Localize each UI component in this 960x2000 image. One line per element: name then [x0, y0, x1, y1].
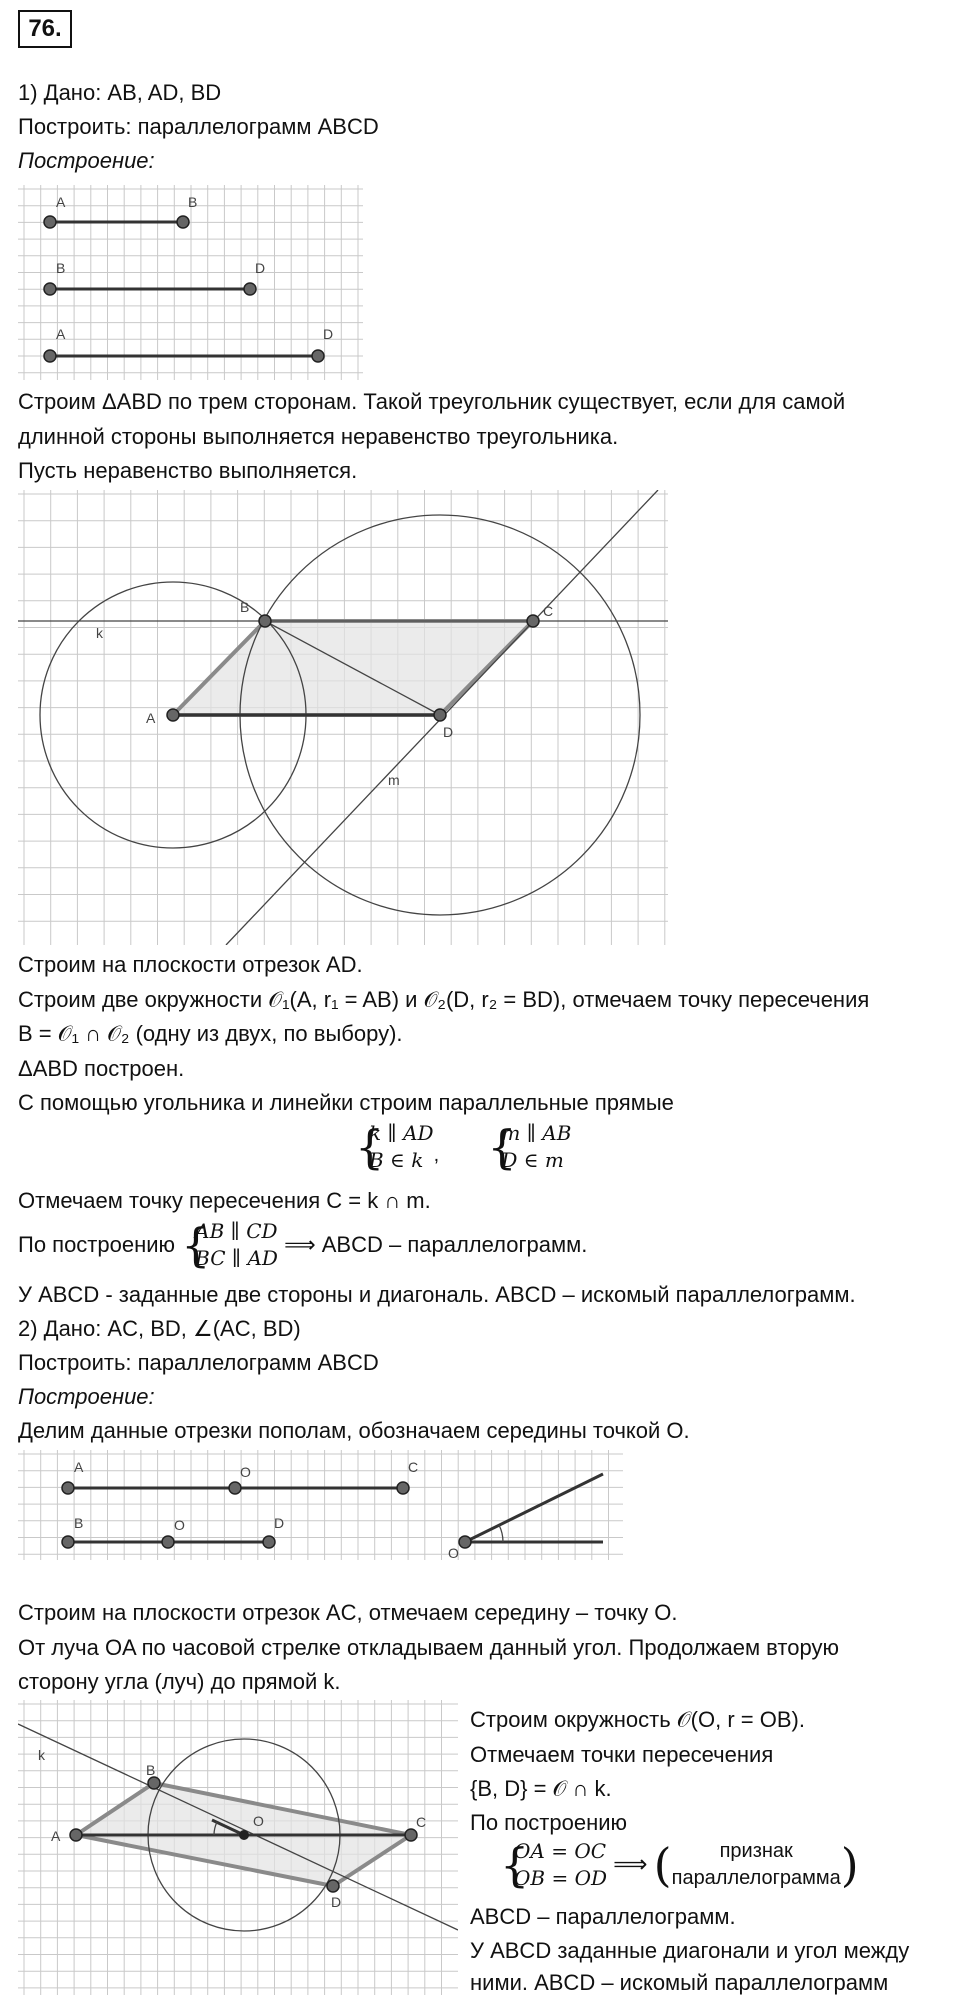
- system-m-row2: D ∈ m: [501, 1148, 564, 1172]
- brace-icon: {: [355, 1120, 385, 1174]
- label-b: B: [74, 1515, 84, 1531]
- part1-construction: Построение:: [18, 148, 155, 173]
- criterion-block: [672, 1838, 841, 1892]
- label-o: O: [448, 1545, 459, 1560]
- label-b: B: [240, 599, 250, 615]
- system-diagonals-row2: OB = OD: [514, 1866, 607, 1890]
- point-a: [44, 350, 56, 362]
- point-d: [434, 709, 446, 721]
- label-a: A: [56, 326, 66, 342]
- point-a: [44, 216, 56, 228]
- label-a: A: [56, 194, 66, 210]
- text-b8: У ABCD - заданные две стороны и диагональ. ABCD – искомый параллелограмм.: [18, 1282, 856, 1307]
- paren-right-icon: ): [840, 1838, 859, 1892]
- text-b7-prefix: По построению: [18, 1232, 176, 1257]
- angle-arc: [499, 1525, 503, 1542]
- implies-icon: ⟹: [613, 1851, 648, 1878]
- angle-ray-2: [465, 1474, 603, 1542]
- label-d: D: [331, 1894, 342, 1910]
- system-diagonals: [500, 1838, 607, 1892]
- text-b4: ΔABD построен.: [18, 1056, 185, 1081]
- label-d: D: [323, 326, 334, 342]
- text-b5: С помощью угольника и линейки строим параллельные прямые: [18, 1090, 674, 1115]
- label-m: m: [388, 772, 400, 788]
- point-b: [148, 1777, 160, 1789]
- side-text-2: Отмечаем точки пересечения: [470, 1742, 774, 1767]
- systems-row-1: [355, 1120, 571, 1174]
- criterion-row2: параллелограмма: [671, 1867, 841, 1889]
- label-d: D: [255, 260, 266, 276]
- system-m: [487, 1120, 571, 1174]
- label-c: C: [416, 1814, 427, 1830]
- point-d: [263, 1536, 275, 1548]
- text-b3: B = 𝒪₁ ∩ 𝒪₂ (одну из двух, по выбору).: [18, 1021, 403, 1046]
- point-a: [167, 709, 179, 721]
- system-parallel-row1: AB ∥ CD: [195, 1219, 278, 1243]
- figure-given-segments: [18, 185, 363, 380]
- criterion-row1: признак: [719, 1840, 793, 1862]
- part1-construct: Построить: параллелограмм ABCD: [18, 114, 379, 139]
- point-b: [62, 1536, 74, 1548]
- label-b: B: [188, 194, 198, 210]
- side-text-6: У ABCD заданные диагонали и угол между: [470, 1938, 910, 1963]
- line-k: [18, 1724, 458, 1930]
- point-b: [259, 615, 271, 627]
- label-d: D: [443, 724, 454, 740]
- point-b: [44, 283, 56, 295]
- side-text-1: Строим окружность 𝒪(O, r = OB).: [470, 1707, 805, 1732]
- text-b7: [18, 1218, 587, 1272]
- text-d1: Строим на плоскости отрезок AC, отмечаем середину – точку O.: [18, 1600, 678, 1625]
- system-k-row2: B ∈ k: [369, 1148, 424, 1172]
- system-k: [355, 1120, 434, 1174]
- text-d2: От луча OA по часовой стрелке откладываем данный угол. Продолжаем вторую: [18, 1635, 839, 1660]
- point-o: [239, 1830, 249, 1840]
- point-o: [162, 1536, 174, 1548]
- part2-given: 2) Дано: AC, BD, ∠(AC, BD): [18, 1316, 301, 1341]
- label-o: O: [253, 1813, 264, 1829]
- side-text-4: По построению: [470, 1810, 628, 1835]
- text-c1: Делим данные отрезки пополам, обозначаем середины точкой O.: [18, 1418, 690, 1443]
- point-d: [312, 350, 324, 362]
- point-b: [177, 216, 189, 228]
- label-o: O: [240, 1464, 251, 1480]
- label-d: D: [274, 1515, 285, 1531]
- side-text-5: ABCD – параллелограмм.: [470, 1904, 736, 1929]
- label-k: k: [38, 1747, 45, 1763]
- label-a: A: [51, 1828, 61, 1844]
- part1-given: 1) Дано: AB, AD, BD: [18, 80, 222, 105]
- task-number: 76.: [18, 10, 72, 48]
- label-c: C: [408, 1459, 419, 1475]
- system-parallel-row2: BC ∥ AD: [195, 1246, 278, 1270]
- brace-icon: {: [487, 1120, 517, 1174]
- point-o: [459, 1536, 471, 1548]
- part2-construct: Построить: параллелограмм ABCD: [18, 1350, 379, 1375]
- system-m-row1: m ∥ AB: [501, 1121, 572, 1145]
- label-a: A: [74, 1459, 84, 1475]
- text-b6: Отмечаем точку пересечения C = k ∩ m.: [18, 1188, 431, 1213]
- side-text-7: ними. ABCD – искомый параллелограмм: [470, 1970, 889, 1995]
- point-d: [327, 1880, 339, 1892]
- label-o: O: [174, 1517, 185, 1533]
- part2-construction: Построение:: [18, 1384, 155, 1409]
- side-text-3: {B, D} = 𝒪 ∩ k.: [470, 1776, 612, 1801]
- figure-construction-2: [18, 1700, 458, 1995]
- text-d3: сторону угла (луч) до прямой k.: [18, 1669, 341, 1694]
- label-b: B: [56, 260, 66, 276]
- point-a: [70, 1829, 82, 1841]
- text-b2: Строим две окружности 𝒪₁(A, r₁ = AB) и 𝒪₂(D, r₂ = BD), отмечаем точку пересечения: [18, 987, 870, 1012]
- system-diagonals-row1: OA = OC: [514, 1839, 607, 1863]
- side-system: [500, 1838, 859, 1892]
- paren-left-icon: (: [653, 1838, 672, 1892]
- system-k-row1: k ∥ AD: [369, 1121, 434, 1145]
- text-b7-suffix: ⟹ ABCD – параллелограмм.: [284, 1232, 588, 1257]
- figure-construction-1: [18, 490, 668, 945]
- point-c: [405, 1829, 417, 1841]
- text-b1: Строим на плоскости отрезок AD.: [18, 952, 363, 977]
- label-b: B: [146, 1762, 156, 1778]
- point-o: [229, 1482, 241, 1494]
- point-c: [527, 615, 539, 627]
- system-comma: ,: [433, 1143, 440, 1166]
- label-a: A: [146, 710, 156, 726]
- text-a1: Строим ΔABD по трем сторонам. Такой треугольник существует, если для самой: [18, 389, 846, 414]
- brace-icon: {: [500, 1838, 530, 1892]
- point-c: [397, 1482, 409, 1494]
- point-d: [244, 283, 256, 295]
- text-a3: Пусть неравенство выполняется.: [18, 458, 358, 483]
- text-a2: длинной стороны выполняется неравенство треугольника.: [18, 424, 619, 449]
- brace-icon: {: [181, 1218, 211, 1272]
- point-a: [62, 1482, 74, 1494]
- system-parallel: [181, 1218, 278, 1272]
- label-k: k: [96, 625, 103, 641]
- label-c: C: [543, 603, 554, 619]
- figure-given-diagonals: [18, 1450, 623, 1560]
